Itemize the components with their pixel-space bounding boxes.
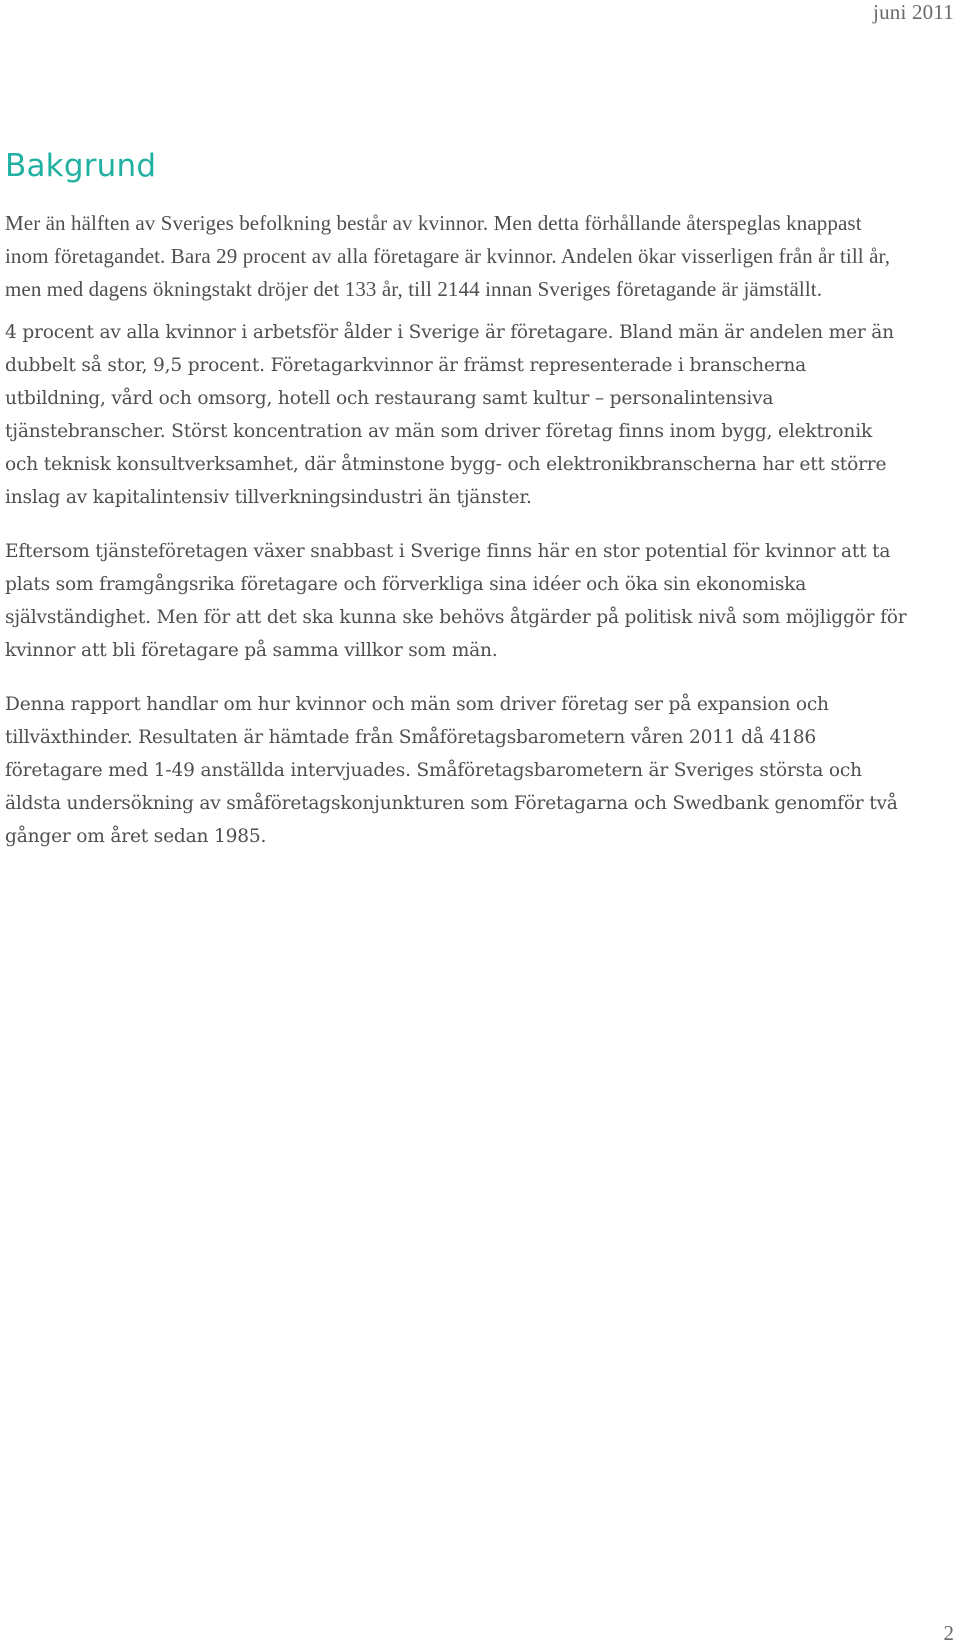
page-number: 2 bbox=[943, 1621, 954, 1645]
section-title: Bakgrund bbox=[5, 148, 157, 184]
paragraph-report-scope: Denna rapport handlar om hur kvinnor och män som driver företag ser på expansion och tillväxthinder. Resultaten är hämtade från Småföretagsbarometern våren 2011 då 4186 företagare med 1-49 anställda intervjuades. Småföretagsbarometern är Sveriges största och äldsta undersökning av småföretagskonjunkturen som Företagarna och Swedbank genomför två gånger om året sedan 1985. bbox=[5, 694, 898, 847]
paragraph-potential: Eftersom tjänsteföretagen växer snabbast i Sverige finns här en stor potential för kvinnor att ta plats som framgångsrika företagare och förverkliga sina idéer och öka sin ekonomiska självständighet. Men för att det ska kunna ske behövs åtgärder på politisk nivå som möjliggör för kvinnor att bli företagare på samma villkor som män. bbox=[5, 541, 907, 661]
paragraph-background-intro: Mer än hälften av Sveriges befolkning består av kvinnor. Men detta förhållande återspeglas knappast inom företagandet. Bara 29 procent av alla företagare är kvinnor. Andelen ökar visserligen från år till år, men med dagens ökningstakt dröjer det 133 år, till 2144 innan Sveriges företagande är jämställt. bbox=[5, 211, 891, 301]
body-text bbox=[5, 207, 910, 853]
paragraph-industry-distribution: 4 procent av alla kvinnor i arbetsför ålder i Sverige är företagare. Bland män är andelen mer än dubbelt så stor, 9,5 procent. Företagarkvinnor är främst representerade i branscherna utbildning, vård och omsorg, hotell och restaurang samt kultur – personalintensiva tjänstebranscher. Störst koncentration av män som driver företag finns inom bygg, elektronik och teknisk konsultverksamhet, där åtminstone bygg- och elektronikbranscherna har ett större inslag av kapitalintensiv tillverkningsindustri än tjänster. bbox=[5, 322, 894, 508]
header-date: juni 2011 bbox=[873, 0, 954, 24]
